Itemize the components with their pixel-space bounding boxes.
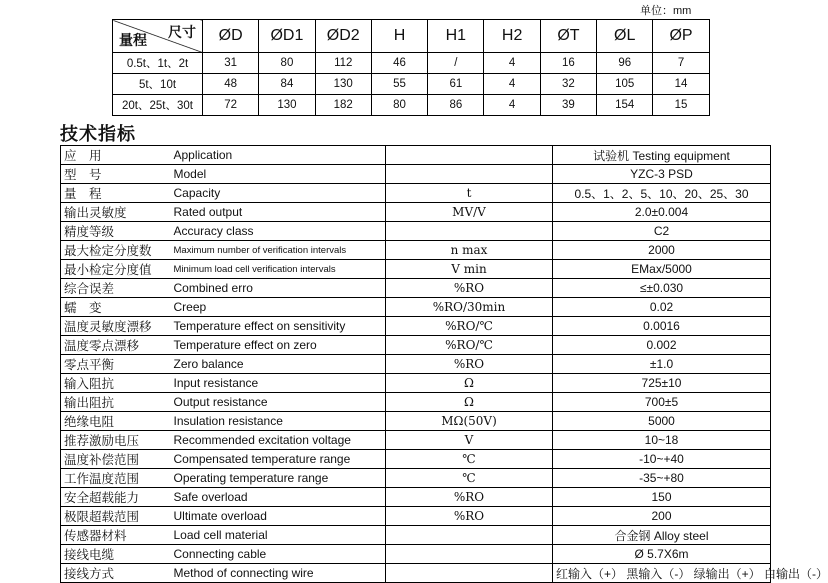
spec-chinese-label: 型 号 bbox=[61, 165, 171, 184]
spec-english-label: Method of connecting wire bbox=[171, 564, 386, 583]
dimension-header: ØD bbox=[203, 20, 259, 53]
dimension-range-cell: 20t、25t、30t bbox=[113, 95, 203, 116]
spec-row bbox=[61, 526, 771, 545]
corner-range-label: 量程 bbox=[119, 33, 147, 49]
section-title: 技术指标 bbox=[60, 124, 136, 145]
spec-unit: V min bbox=[386, 260, 553, 279]
spec-unit: Ω bbox=[386, 393, 553, 412]
spec-value: 700±5 bbox=[553, 393, 771, 412]
spec-value: 合金钢 Alloy steel bbox=[553, 526, 771, 545]
dimension-row bbox=[113, 53, 710, 74]
spec-value: 红输入（+） 黑输入（-） 绿输出（+） 白输出（-） bbox=[553, 564, 771, 583]
spec-unit: %RO/℃ bbox=[386, 336, 553, 355]
spec-unit bbox=[386, 165, 553, 184]
dimension-value-cell: 4 bbox=[484, 95, 540, 116]
spec-unit: MΩ(50V) bbox=[386, 412, 553, 431]
spec-chinese-label: 最大检定分度数 bbox=[61, 241, 171, 260]
spec-value: 0.02 bbox=[553, 298, 771, 317]
spec-english-label: Creep bbox=[171, 298, 386, 317]
spec-chinese-label: 蠕 变 bbox=[61, 298, 171, 317]
spec-chinese-label: 温度灵敏度漂移 bbox=[61, 317, 171, 336]
spec-unit bbox=[386, 545, 553, 564]
spec-english-label: Model bbox=[171, 165, 386, 184]
spec-unit bbox=[386, 146, 553, 165]
spec-chinese-label: 接线电缆 bbox=[61, 545, 171, 564]
dimension-value-cell: 4 bbox=[484, 74, 540, 95]
spec-row bbox=[61, 298, 771, 317]
spec-english-label: Ultimate overload bbox=[171, 507, 386, 526]
spec-row bbox=[61, 279, 771, 298]
spec-english-label: Capacity bbox=[171, 184, 386, 203]
dimension-value-cell: 31 bbox=[203, 53, 259, 74]
spec-english-label: Temperature effect on zero bbox=[171, 336, 386, 355]
spec-unit: %RO bbox=[386, 279, 553, 298]
spec-row bbox=[61, 507, 771, 526]
spec-chinese-label: 绝缘电阻 bbox=[61, 412, 171, 431]
spec-english-label: Temperature effect on sensitivity bbox=[171, 317, 386, 336]
spec-chinese-label: 量 程 bbox=[61, 184, 171, 203]
spec-unit: t bbox=[386, 184, 553, 203]
spec-row bbox=[61, 260, 771, 279]
spec-value: 0.0016 bbox=[553, 317, 771, 336]
spec-english-label: Minimum load cell verification intervals bbox=[171, 260, 386, 279]
spec-chinese-label: 接线方式 bbox=[61, 564, 171, 583]
spec-row bbox=[61, 355, 771, 374]
spec-english-label: Application bbox=[171, 146, 386, 165]
dimension-header: H bbox=[371, 20, 427, 53]
dimension-value-cell: 4 bbox=[484, 53, 540, 74]
dimension-value-cell: 72 bbox=[203, 95, 259, 116]
spec-value: ≤±0.030 bbox=[553, 279, 771, 298]
spec-chinese-label: 极限超载范围 bbox=[61, 507, 171, 526]
spec-row bbox=[61, 545, 771, 564]
dimension-value-cell: 182 bbox=[315, 95, 371, 116]
spec-unit: %RO/30min bbox=[386, 298, 553, 317]
dimension-header: ØT bbox=[540, 20, 596, 53]
dimension-value-cell: 39 bbox=[540, 95, 596, 116]
spec-row bbox=[61, 146, 771, 165]
spec-chinese-label: 温度零点漂移 bbox=[61, 336, 171, 355]
dimension-header: H2 bbox=[484, 20, 540, 53]
spec-english-label: Compensated temperature range bbox=[171, 450, 386, 469]
dimension-header: ØP bbox=[653, 20, 709, 53]
spec-row bbox=[61, 488, 771, 507]
unit-label: 单位：mm bbox=[640, 5, 692, 17]
spec-unit: %RO bbox=[386, 488, 553, 507]
spec-chinese-label: 安全超载能力 bbox=[61, 488, 171, 507]
spec-english-label: Input resistance bbox=[171, 374, 386, 393]
spec-chinese-label: 精度等级 bbox=[61, 222, 171, 241]
spec-chinese-label: 工作温度范围 bbox=[61, 469, 171, 488]
spec-value: YZC-3 PSD bbox=[553, 165, 771, 184]
spec-unit bbox=[386, 526, 553, 545]
spec-row bbox=[61, 431, 771, 450]
spec-value: 5000 bbox=[553, 412, 771, 431]
spec-value: 0.002 bbox=[553, 336, 771, 355]
spec-chinese-label: 推荐激励电压 bbox=[61, 431, 171, 450]
spec-row bbox=[61, 393, 771, 412]
dimension-value-cell: 105 bbox=[597, 74, 653, 95]
spec-value: Ø 5.7X6m bbox=[553, 545, 771, 564]
spec-chinese-label: 传感器材料 bbox=[61, 526, 171, 545]
dimension-value-cell: 61 bbox=[428, 74, 484, 95]
spec-unit: n max bbox=[386, 241, 553, 260]
spec-unit: V bbox=[386, 431, 553, 450]
spec-english-label: Recommended excitation voltage bbox=[171, 431, 386, 450]
spec-row bbox=[61, 203, 771, 222]
corner-size-label: 尺寸 bbox=[168, 25, 196, 41]
spec-english-label: Zero balance bbox=[171, 355, 386, 374]
spec-unit bbox=[386, 564, 553, 583]
spec-value: EMax/5000 bbox=[553, 260, 771, 279]
spec-unit: ℃ bbox=[386, 469, 553, 488]
spec-chinese-label: 输入阻抗 bbox=[61, 374, 171, 393]
dimension-header: ØD2 bbox=[315, 20, 371, 53]
spec-unit: ℃ bbox=[386, 450, 553, 469]
spec-value: -10~+40 bbox=[553, 450, 771, 469]
spec-english-label: Safe overload bbox=[171, 488, 386, 507]
dimension-value-cell: 130 bbox=[315, 74, 371, 95]
spec-row bbox=[61, 184, 771, 203]
dimension-value-cell: 14 bbox=[653, 74, 709, 95]
spec-row bbox=[61, 374, 771, 393]
dimension-corner-cell bbox=[113, 20, 203, 53]
dimension-range-cell: 5t、10t bbox=[113, 74, 203, 95]
spec-value: -35~+80 bbox=[553, 469, 771, 488]
dimension-row bbox=[113, 95, 710, 116]
spec-value: 725±10 bbox=[553, 374, 771, 393]
spec-unit bbox=[386, 222, 553, 241]
dimension-header-row bbox=[113, 20, 710, 53]
dimension-header: H1 bbox=[428, 20, 484, 53]
spec-value: 试验机 Testing equipment bbox=[553, 146, 771, 165]
spec-value: 150 bbox=[553, 488, 771, 507]
spec-english-label: Maximum number of verification intervals bbox=[171, 241, 386, 260]
dimension-value-cell: 7 bbox=[653, 53, 709, 74]
dimension-header: ØD1 bbox=[259, 20, 315, 53]
spec-row bbox=[61, 241, 771, 260]
spec-value: 0.5、1、2、5、10、20、25、30 bbox=[553, 184, 771, 203]
dimension-value-cell: 86 bbox=[428, 95, 484, 116]
spec-chinese-label: 输出灵敏度 bbox=[61, 203, 171, 222]
dimension-value-cell: 15 bbox=[653, 95, 709, 116]
dimension-range-cell: 0.5t、1t、2t bbox=[113, 53, 203, 74]
dimension-value-cell: 48 bbox=[203, 74, 259, 95]
spec-table bbox=[60, 145, 828, 583]
dimension-value-cell: 16 bbox=[540, 53, 596, 74]
dimension-value-cell: 154 bbox=[597, 95, 653, 116]
spec-chinese-label: 应 用 bbox=[61, 146, 171, 165]
spec-row bbox=[61, 469, 771, 488]
spec-chinese-label: 温度补偿范围 bbox=[61, 450, 171, 469]
spec-english-label: Connecting cable bbox=[171, 545, 386, 564]
dimension-value-cell: 130 bbox=[259, 95, 315, 116]
dimension-value-cell: / bbox=[428, 53, 484, 74]
dimension-value-cell: 80 bbox=[371, 95, 427, 116]
spec-english-label: Rated output bbox=[171, 203, 386, 222]
spec-row bbox=[61, 412, 771, 431]
dimension-header: ØL bbox=[597, 20, 653, 53]
dimension-value-cell: 55 bbox=[371, 74, 427, 95]
spec-row bbox=[61, 317, 771, 336]
spec-english-label: Accuracy class bbox=[171, 222, 386, 241]
spec-chinese-label: 输出阻抗 bbox=[61, 393, 171, 412]
spec-unit: %RO/℃ bbox=[386, 317, 553, 336]
spec-value: 2000 bbox=[553, 241, 771, 260]
spec-english-label: Operating temperature range bbox=[171, 469, 386, 488]
spec-english-label: Insulation resistance bbox=[171, 412, 386, 431]
dimension-table bbox=[112, 19, 710, 116]
spec-value: 10~18 bbox=[553, 431, 771, 450]
spec-value: ±1.0 bbox=[553, 355, 771, 374]
dimension-value-cell: 96 bbox=[597, 53, 653, 74]
spec-chinese-label: 零点平衡 bbox=[61, 355, 171, 374]
spec-english-label: Combined erro bbox=[171, 279, 386, 298]
dimension-value-cell: 80 bbox=[259, 53, 315, 74]
spec-row bbox=[61, 564, 771, 583]
spec-unit: Ω bbox=[386, 374, 553, 393]
dimension-row bbox=[113, 74, 710, 95]
spec-chinese-label: 最小检定分度值 bbox=[61, 260, 171, 279]
spec-row bbox=[61, 336, 771, 355]
spec-row bbox=[61, 222, 771, 241]
spec-unit: MV/V bbox=[386, 203, 553, 222]
spec-chinese-label: 综合误差 bbox=[61, 279, 171, 298]
spec-value: 2.0±0.004 bbox=[553, 203, 771, 222]
dimension-value-cell: 32 bbox=[540, 74, 596, 95]
dimension-value-cell: 112 bbox=[315, 53, 371, 74]
spec-english-label: Load cell material bbox=[171, 526, 386, 545]
spec-unit: %RO bbox=[386, 355, 553, 374]
spec-unit: %RO bbox=[386, 507, 553, 526]
spec-english-label: Output resistance bbox=[171, 393, 386, 412]
spec-row bbox=[61, 450, 771, 469]
spec-value: 200 bbox=[553, 507, 771, 526]
spec-value: C2 bbox=[553, 222, 771, 241]
dimension-value-cell: 46 bbox=[371, 53, 427, 74]
dimension-value-cell: 84 bbox=[259, 74, 315, 95]
spec-row bbox=[61, 165, 771, 184]
